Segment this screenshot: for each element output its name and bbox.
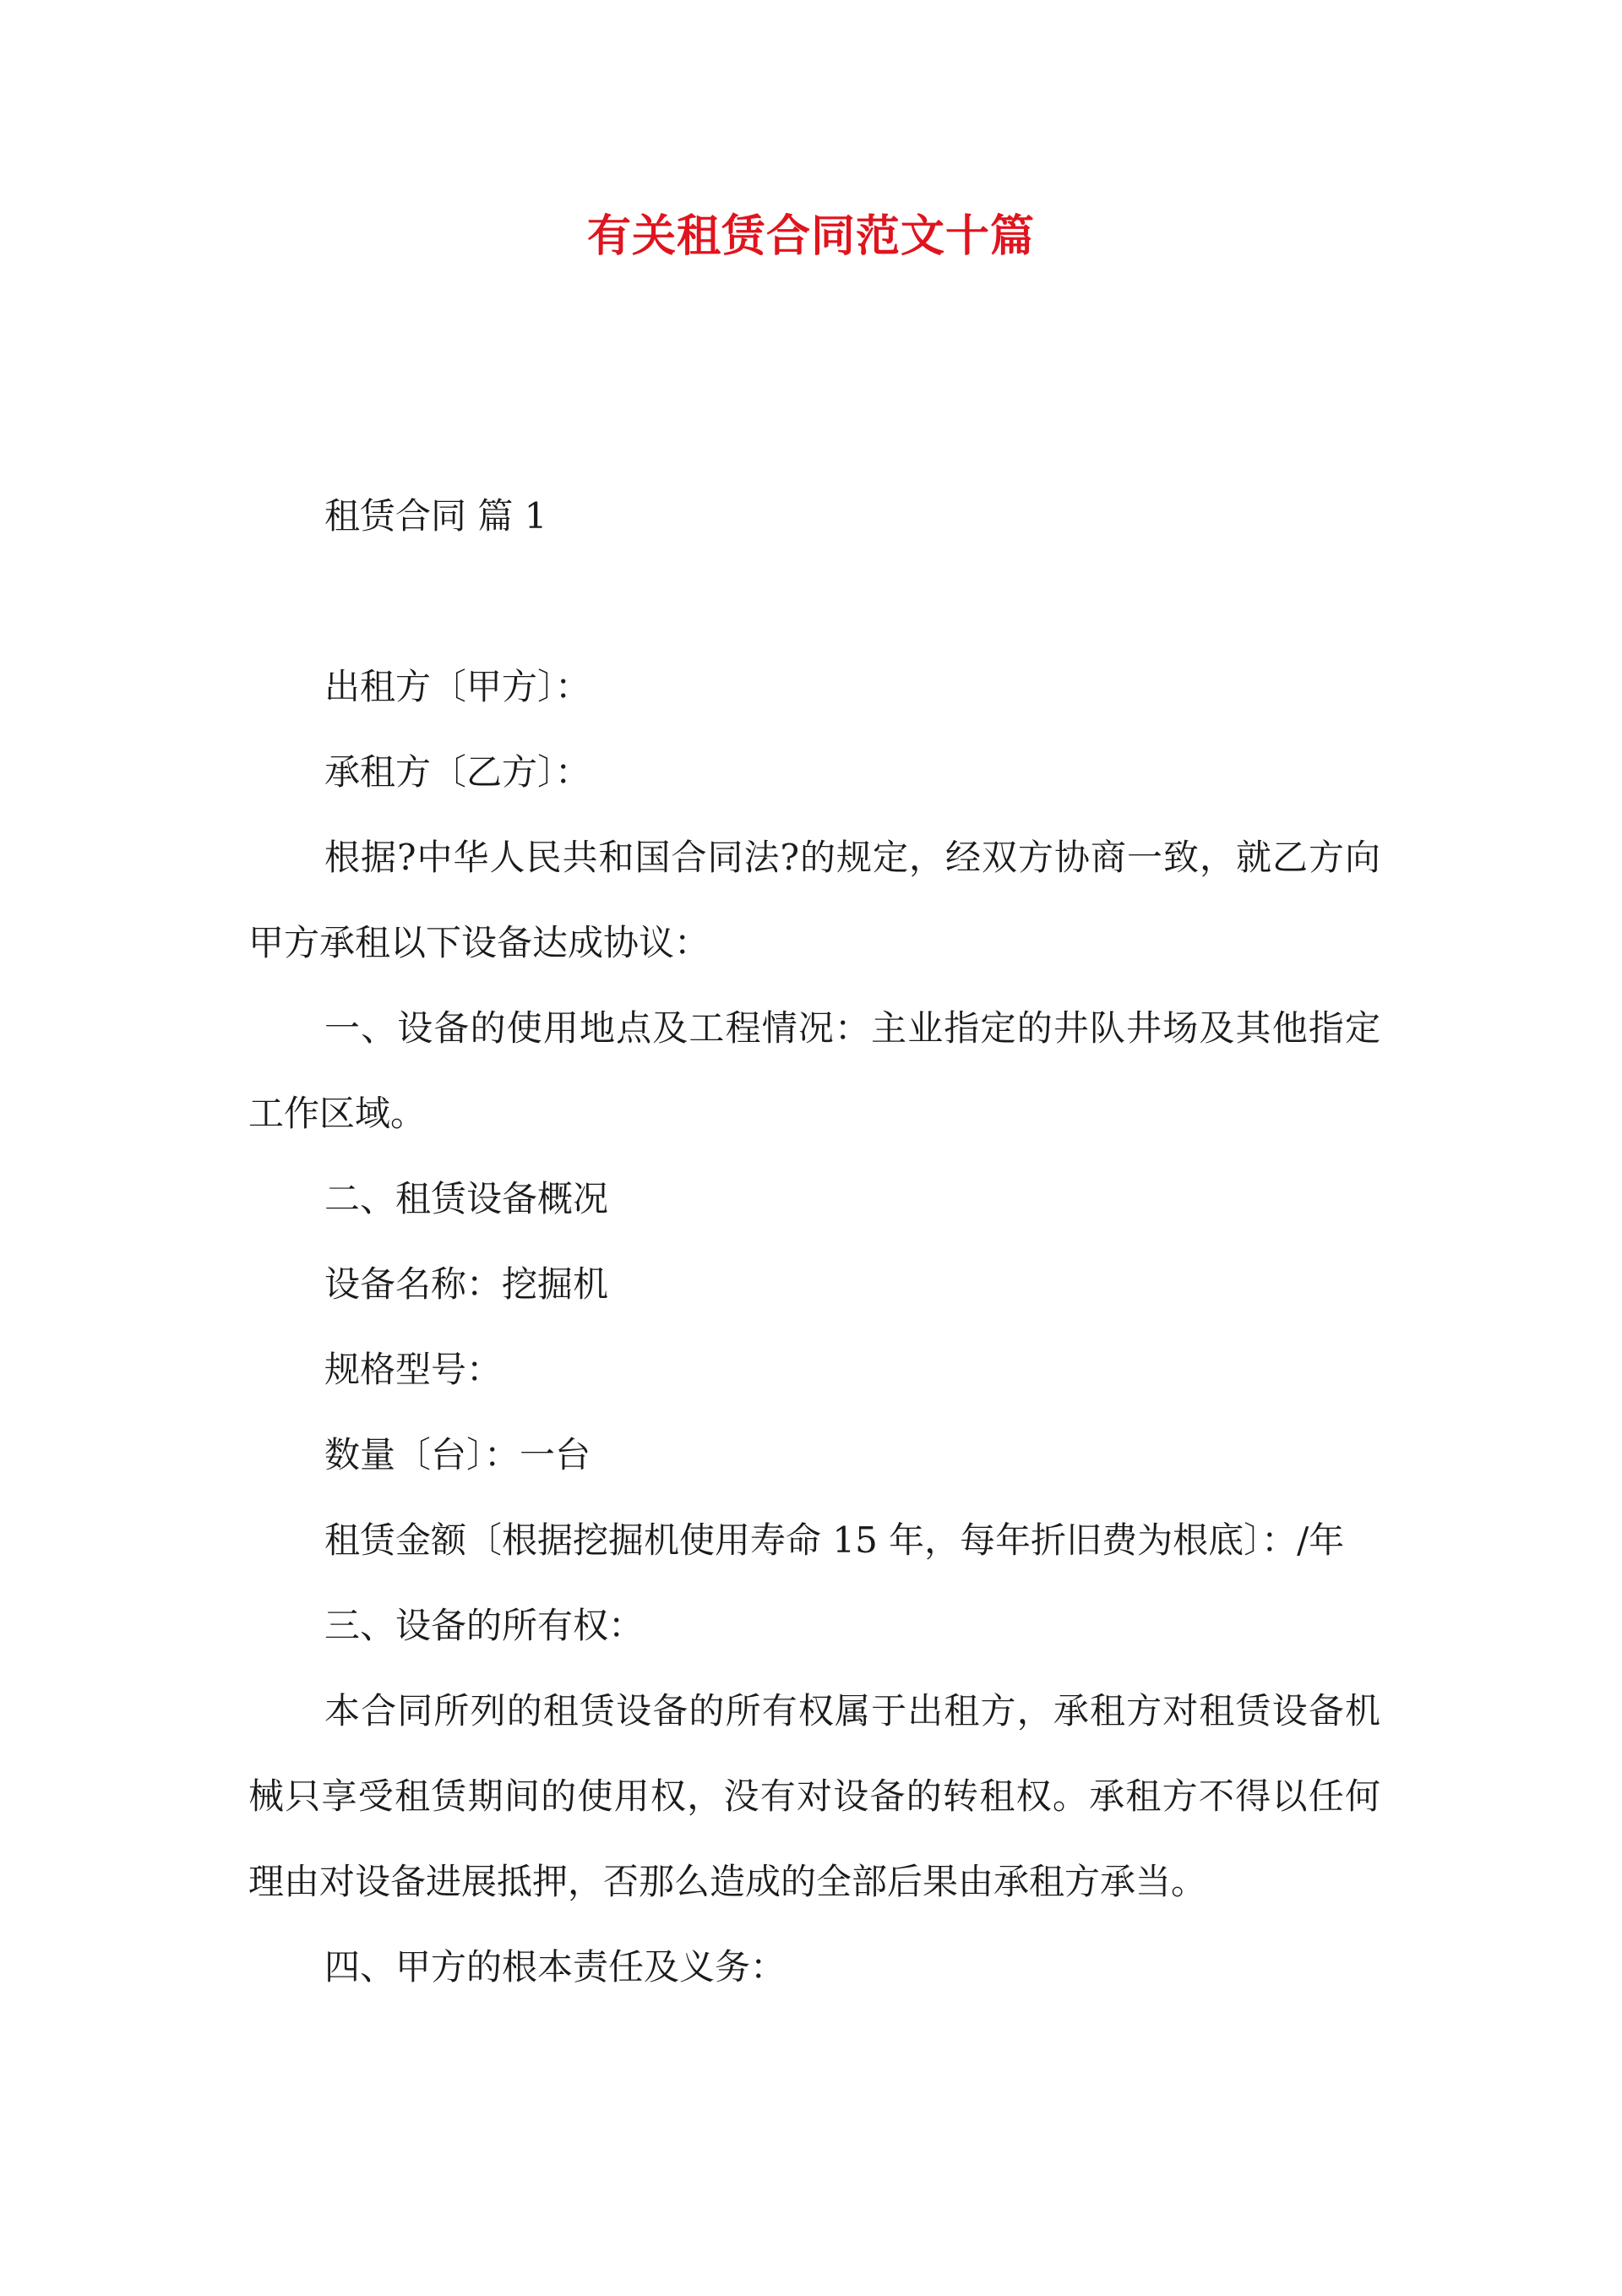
paragraph-rental-amount: 租赁金额〔根据挖掘机使用寿命 15 年，每年折旧费为根底〕：/年 xyxy=(324,1519,1345,1561)
document-title: 有关租赁合同范文十篇 xyxy=(586,210,1035,262)
paragraph-lessee: 承租方〔乙方〕： xyxy=(324,751,591,793)
paragraph-clause-3-heading: 三、设备的所有权： xyxy=(324,1605,645,1646)
section-heading: 租赁合同 篇 1 xyxy=(324,495,547,537)
paragraph-lessor: 出租方〔甲方〕： xyxy=(324,666,591,707)
paragraph-clause-2-heading: 二、租赁设备概况 xyxy=(324,1178,609,1219)
paragraph-clause-1: 一、设备的使用地点及工程情况：主业指定的井队井场及其他指定工作区域。 xyxy=(248,1007,1380,1134)
paragraph-ownership: 本合同所列的租赁设备的所有权属于出租方，承租方对租赁设备机械只享受租赁期间的使用权，没有对设备的转租权。承租方不得以任何理由对设备进展抵押，否那么造成的全部后果由承租方承当。 xyxy=(248,1690,1380,1902)
document-body xyxy=(248,473,1380,2010)
paragraph-equipment-name: 设备名称：挖掘机 xyxy=(324,1263,609,1305)
paragraph-model: 规格型号： xyxy=(324,1349,503,1390)
paragraph-clause-4-heading: 四、甲方的根本责任及义务： xyxy=(324,1946,787,1988)
paragraph-quantity: 数量〔台〕：一台 xyxy=(324,1434,591,1475)
paragraph-preamble: 根据?中华人民共和国合同法?的规定，经双方协商一致，就乙方向甲方承租以下设备达成协议： xyxy=(248,837,1380,963)
